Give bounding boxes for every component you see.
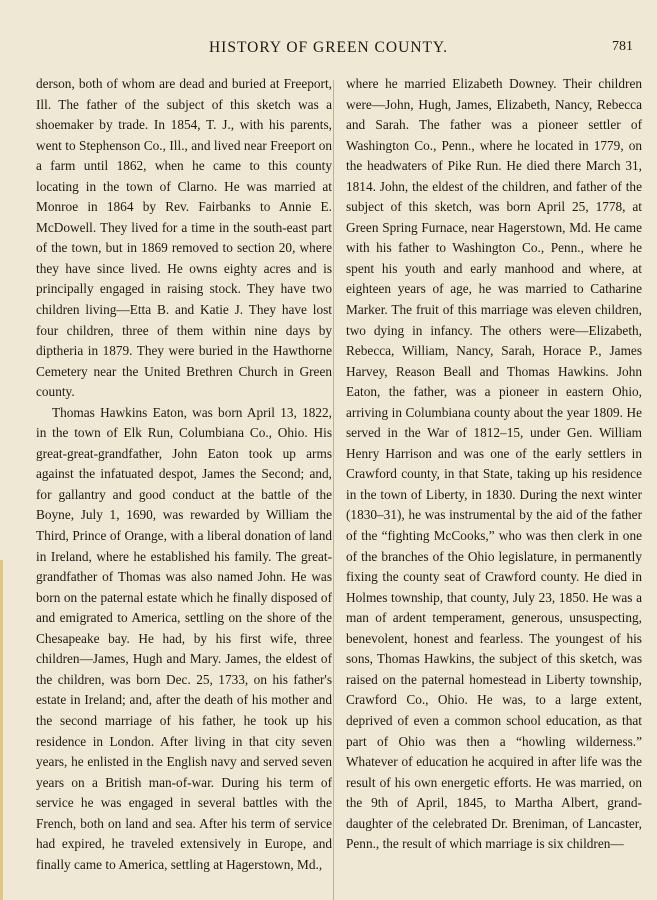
running-header: HISTORY OF GREEN COUNTY. (208, 39, 449, 56)
right-column (346, 74, 642, 855)
paragraph-eaton-continued: where he married Elizabeth Downey. Their children were—John, Hugh, James, Elizabeth, Nancy, Rebecca and Sarah. The father was a pioneer settler of Washington Co., Penn., where he located in 1779, on the headwaters of Pike Run. He died there March 31, 1814. John, the eldest of the children, and father of the subject of this sketch, was born April 25, 1778, at Green Spring Furnace, near Hagerstown, Md. He came with his father to Washington Co., Penn., where he spent his youth and early manhood and where, at eighteen years of age, he was married to Catharine Marker. The fruit of this marriage was eleven children, two dying in infancy. The others were—Elizabeth, Rebecca, William, Nancy, Sarah, Horace P., James Harvey, Reason Beall and Thomas Hawkins. John Eaton, the father, was a pioneer in eastern Ohio, arriving in Columbiana county about the year 1809. He served in the War of 1812–15, under Gen. William Henry Harrison and was one of the early settlers in Crawford county, in that State, taking up his residence in the town of Liberty, in 1830. During the next winter (1830–31), he was instrumental by the aid of the father of the “fighting McCooks,” who was then clerk in one of the branches of the Ohio legislature, in permanently fixing the county seat of Crawford county. He died in Holmes township, that county, July 23, 1850. He was a man of ardent temperament, generous, unsuspecting, benevolent, honest and fearless. The youngest of his sons, Thomas Hawkins, the subject of this sketch, was raised on the paternal homestead in Liberty township, Crawford Co., Ohio. He was, to a large extent, deprived of even a common school education, as that part of Ohio was then a “howling wilderness.” Whatever of education he acquired in after life was the result of his own energetic efforts. He was married, on the 9th of April, 1845, to Martha Albert, grand-daughter of the celebrated Dr. Breniman, of Lancaster, Penn., the result of which marriage is six children— (346, 76, 642, 852)
page-number: 781 (612, 39, 633, 54)
paragraph-eaton-biography: Thomas Hawkins Eaton, was born April 13, 1822, in the town of Elk Run, Columbiana Co., Ohio. His great-great-grandfather, John Eaton took up arms against the infatuated despot, James the Second; and, for gallantry and good conduct at the battle of the Boyne, July 1, 1690, was rewarded by William the Third, Prince of Orange, with a liberal donation of land in Ireland, where he established his family. The great-grandfather of Thomas was also named John. He was born on the paternal estate which he finally disposed of and emigrated to America, settling on the shore of the Chesapeake bay. He had, by his first wife, three children—James, Hugh and Mary. James, the eldest of the children, was born Dec. 25, 1733, on his father's estate in Ireland; and, after the death of his mother and the second marriage of his father, he took up his residence in London. After living in that city seven years, he enlisted in the English navy and served seven years on a British man-of-war. During his term of service he was engaged in several battles with the French, both on land and sea. After his term of service had expired, he traveled extensively in Europe, and finally came to America, settling at Hagerstown, Md., (36, 404, 332, 872)
column-divider (333, 80, 334, 900)
paragraph-continued: derson, both of whom are dead and buried at Freeport, Ill. The father of the subject of this sketch was a shoemaker by trade. In 1854, T. J., with his parents, went to Stephenson Co., Ill., and lived near Freeport on a farm until 1862, when he came to this county locating in the town of Clarno. He was married at Monroe in 1864 by Rev. Fairbanks to Annie E. McDowell. They lived for a time in the south-east part of the town, but in 1869 removed to section 20, where they have since lived. He owns eighty acres and is principally engaged in raising stock. They have two children living—Etta B. and Katie J. They have lost four children, three of them within nine days by diptheria in 1879. They were buried in the Hawthorne Cemetery near the United Brethren Church in Green county. (36, 76, 332, 400)
page-binding-edge (0, 560, 3, 900)
left-column (36, 74, 332, 875)
